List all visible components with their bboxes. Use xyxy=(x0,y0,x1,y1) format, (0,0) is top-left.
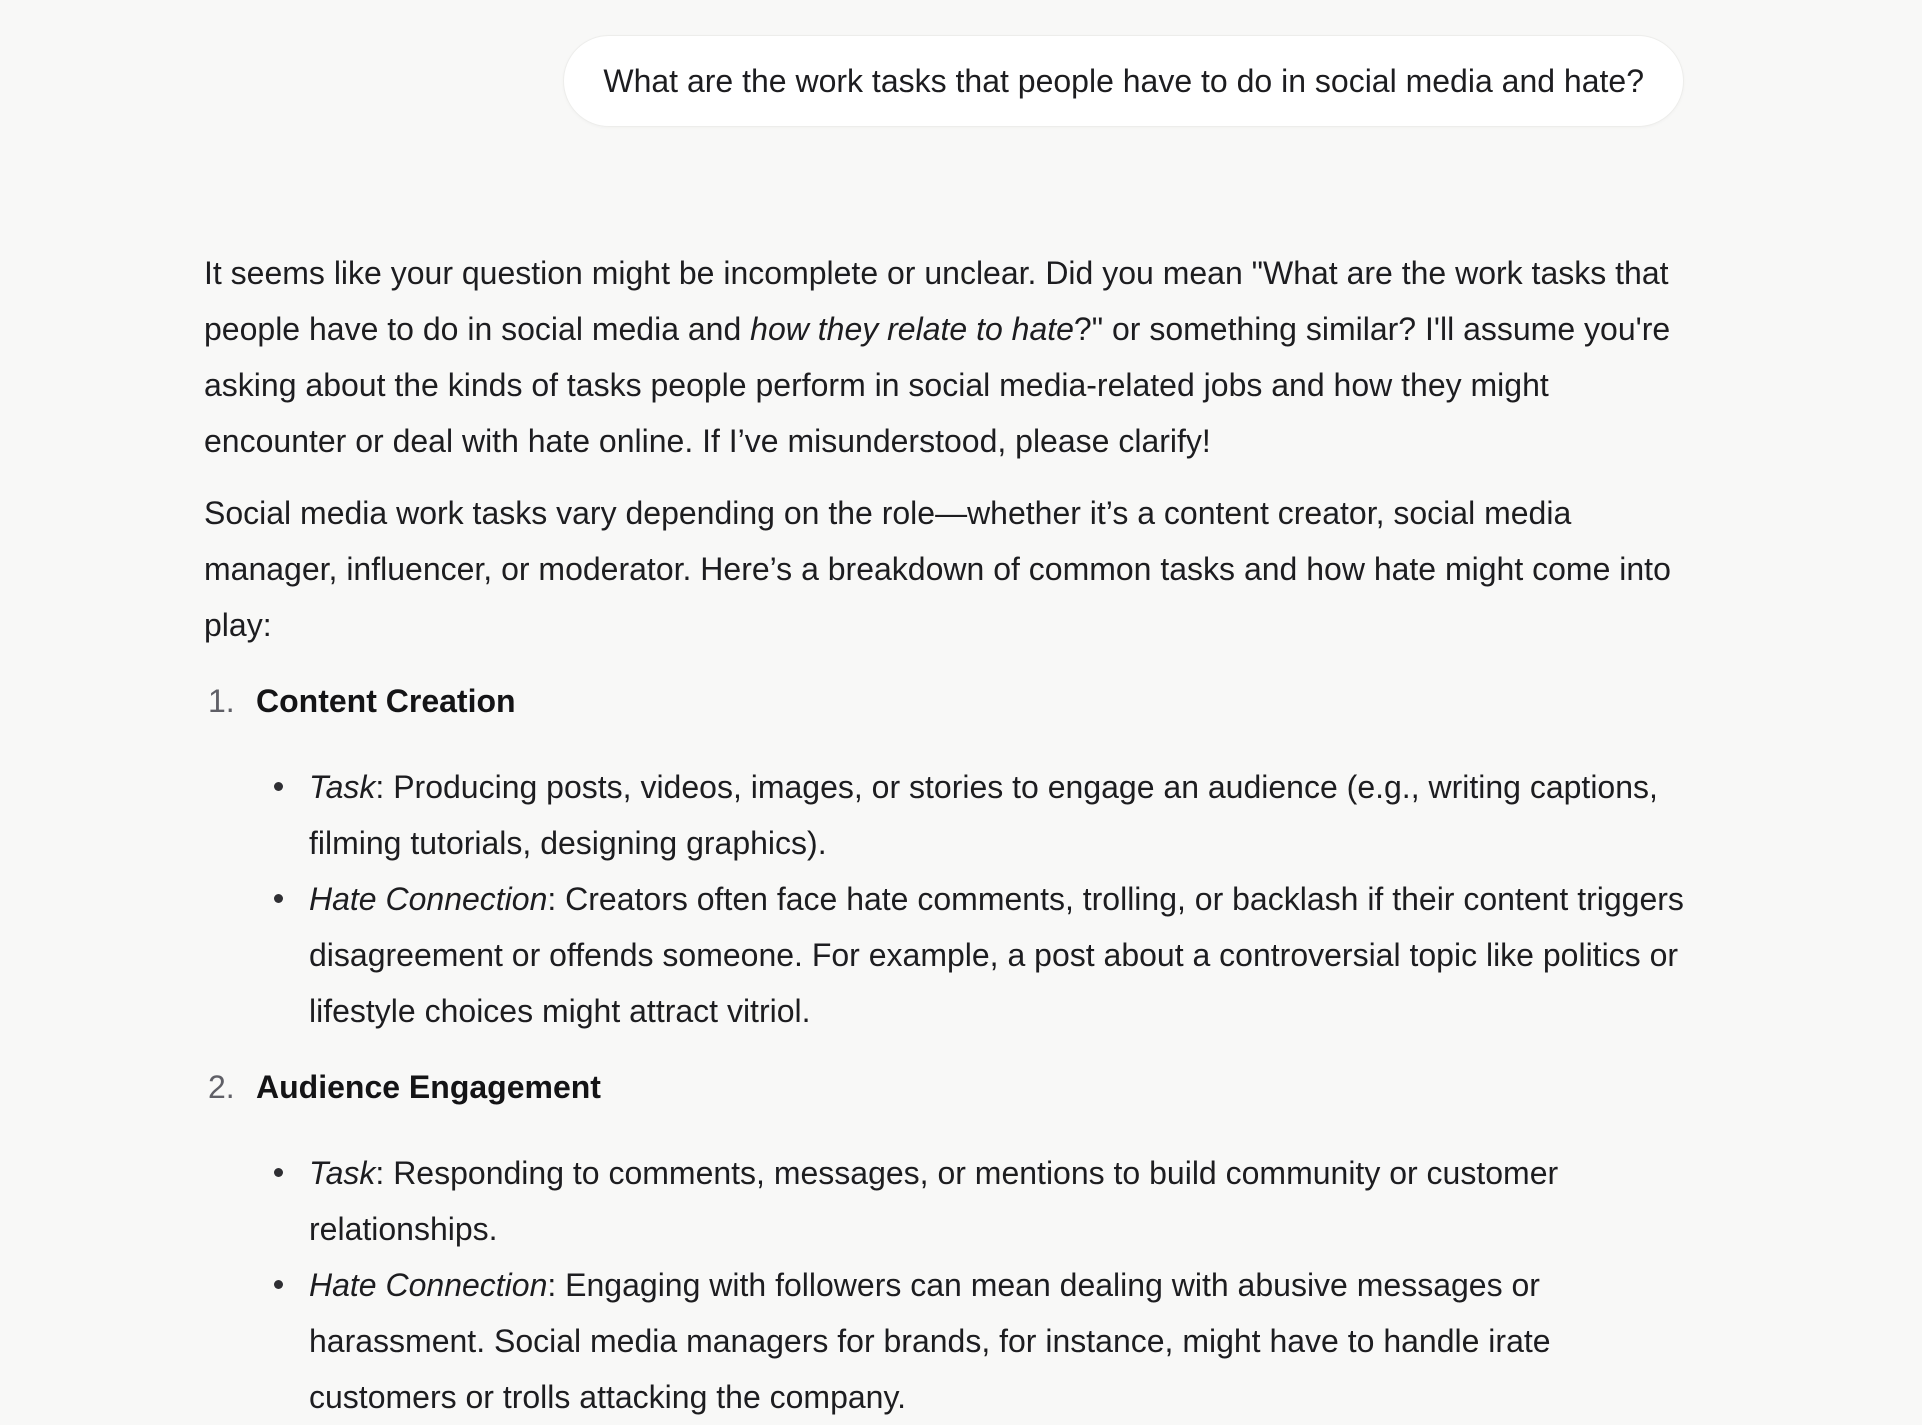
bullet-text xyxy=(309,759,1694,871)
list-item-content-creation xyxy=(204,673,1694,1039)
bullet-label: Hate Connection xyxy=(309,1267,548,1303)
list-item-number: 2. xyxy=(208,1069,235,1105)
assistant-message xyxy=(204,245,1694,1425)
bullet-label: Hate Connection xyxy=(309,881,548,917)
bullet-body: : Engaging with followers can mean dealing with abusive messages or harassment. Social media managers for brands, for instance, might have to handle irate customers or trolls attacking the company. xyxy=(309,1267,1551,1415)
bullet-list xyxy=(274,759,1694,1039)
bullet-text xyxy=(309,1257,1694,1425)
bullet-label: Task xyxy=(309,1155,376,1191)
bullet-body: : Producing posts, videos, images, or stories to engage an audience (e.g., writing captions, filming tutorials, designing graphics). xyxy=(309,769,1658,861)
list-item-title: Content Creation xyxy=(256,683,516,719)
list-item-heading-row xyxy=(204,673,1694,729)
bullet-dot-icon xyxy=(274,1168,283,1177)
intro-text-italic: how they relate to hate xyxy=(750,311,1074,347)
list-item-audience-engagement xyxy=(204,1059,1694,1425)
bullet-dot-icon xyxy=(274,894,283,903)
bullet-list xyxy=(274,1145,1694,1425)
bullet-task xyxy=(274,759,1694,871)
bullet-body: : Responding to comments, messages, or mentions to build community or customer relationships. xyxy=(309,1155,1559,1247)
intro-text-start: It seems like your question might be incomplete or unclear. Did you mean "What are the work tasks that people have to do in social media and xyxy=(204,255,1669,347)
list-item-heading-row xyxy=(204,1059,1694,1115)
bullet-dot-icon xyxy=(274,782,283,791)
bullet-hate-connection xyxy=(274,871,1694,1039)
bullet-task xyxy=(274,1145,1694,1257)
user-message-text: What are the work tasks that people have to do in social media and hate? xyxy=(603,63,1644,99)
list-item-title: Audience Engagement xyxy=(256,1069,601,1105)
bullet-dot-icon xyxy=(274,1280,283,1289)
bullet-hate-connection xyxy=(274,1257,1694,1425)
list-item-number: 1. xyxy=(208,683,235,719)
assistant-paragraph-overview: Social media work tasks vary depending on the role—whether it’s a content creator, social media manager, influencer, or moderator. Here’s a breakdown of common tasks and how hate might come into play: xyxy=(204,495,1671,643)
user-message-row xyxy=(204,35,1694,127)
bullet-label: Task xyxy=(309,769,376,805)
bullet-body: : Creators often face hate comments, trolling, or backlash if their content triggers disagreement or offends someone. For example, a post about a controversial topic like politics or lifestyle choices might attract vitriol. xyxy=(309,881,1684,1029)
intro-text-end: ?" or something similar? I'll assume you're asking about the kinds of tasks people perform in social media-related jobs and how they might encounter or deal with hate online. If I’ve misunderstood, please clarify! xyxy=(204,311,1671,459)
conversation-column xyxy=(204,0,1694,1425)
bullet-text xyxy=(309,1145,1694,1257)
task-list xyxy=(204,673,1694,1425)
bullet-text xyxy=(309,871,1694,1039)
assistant-paragraph-intro xyxy=(204,245,1694,469)
user-message-bubble xyxy=(563,35,1684,127)
